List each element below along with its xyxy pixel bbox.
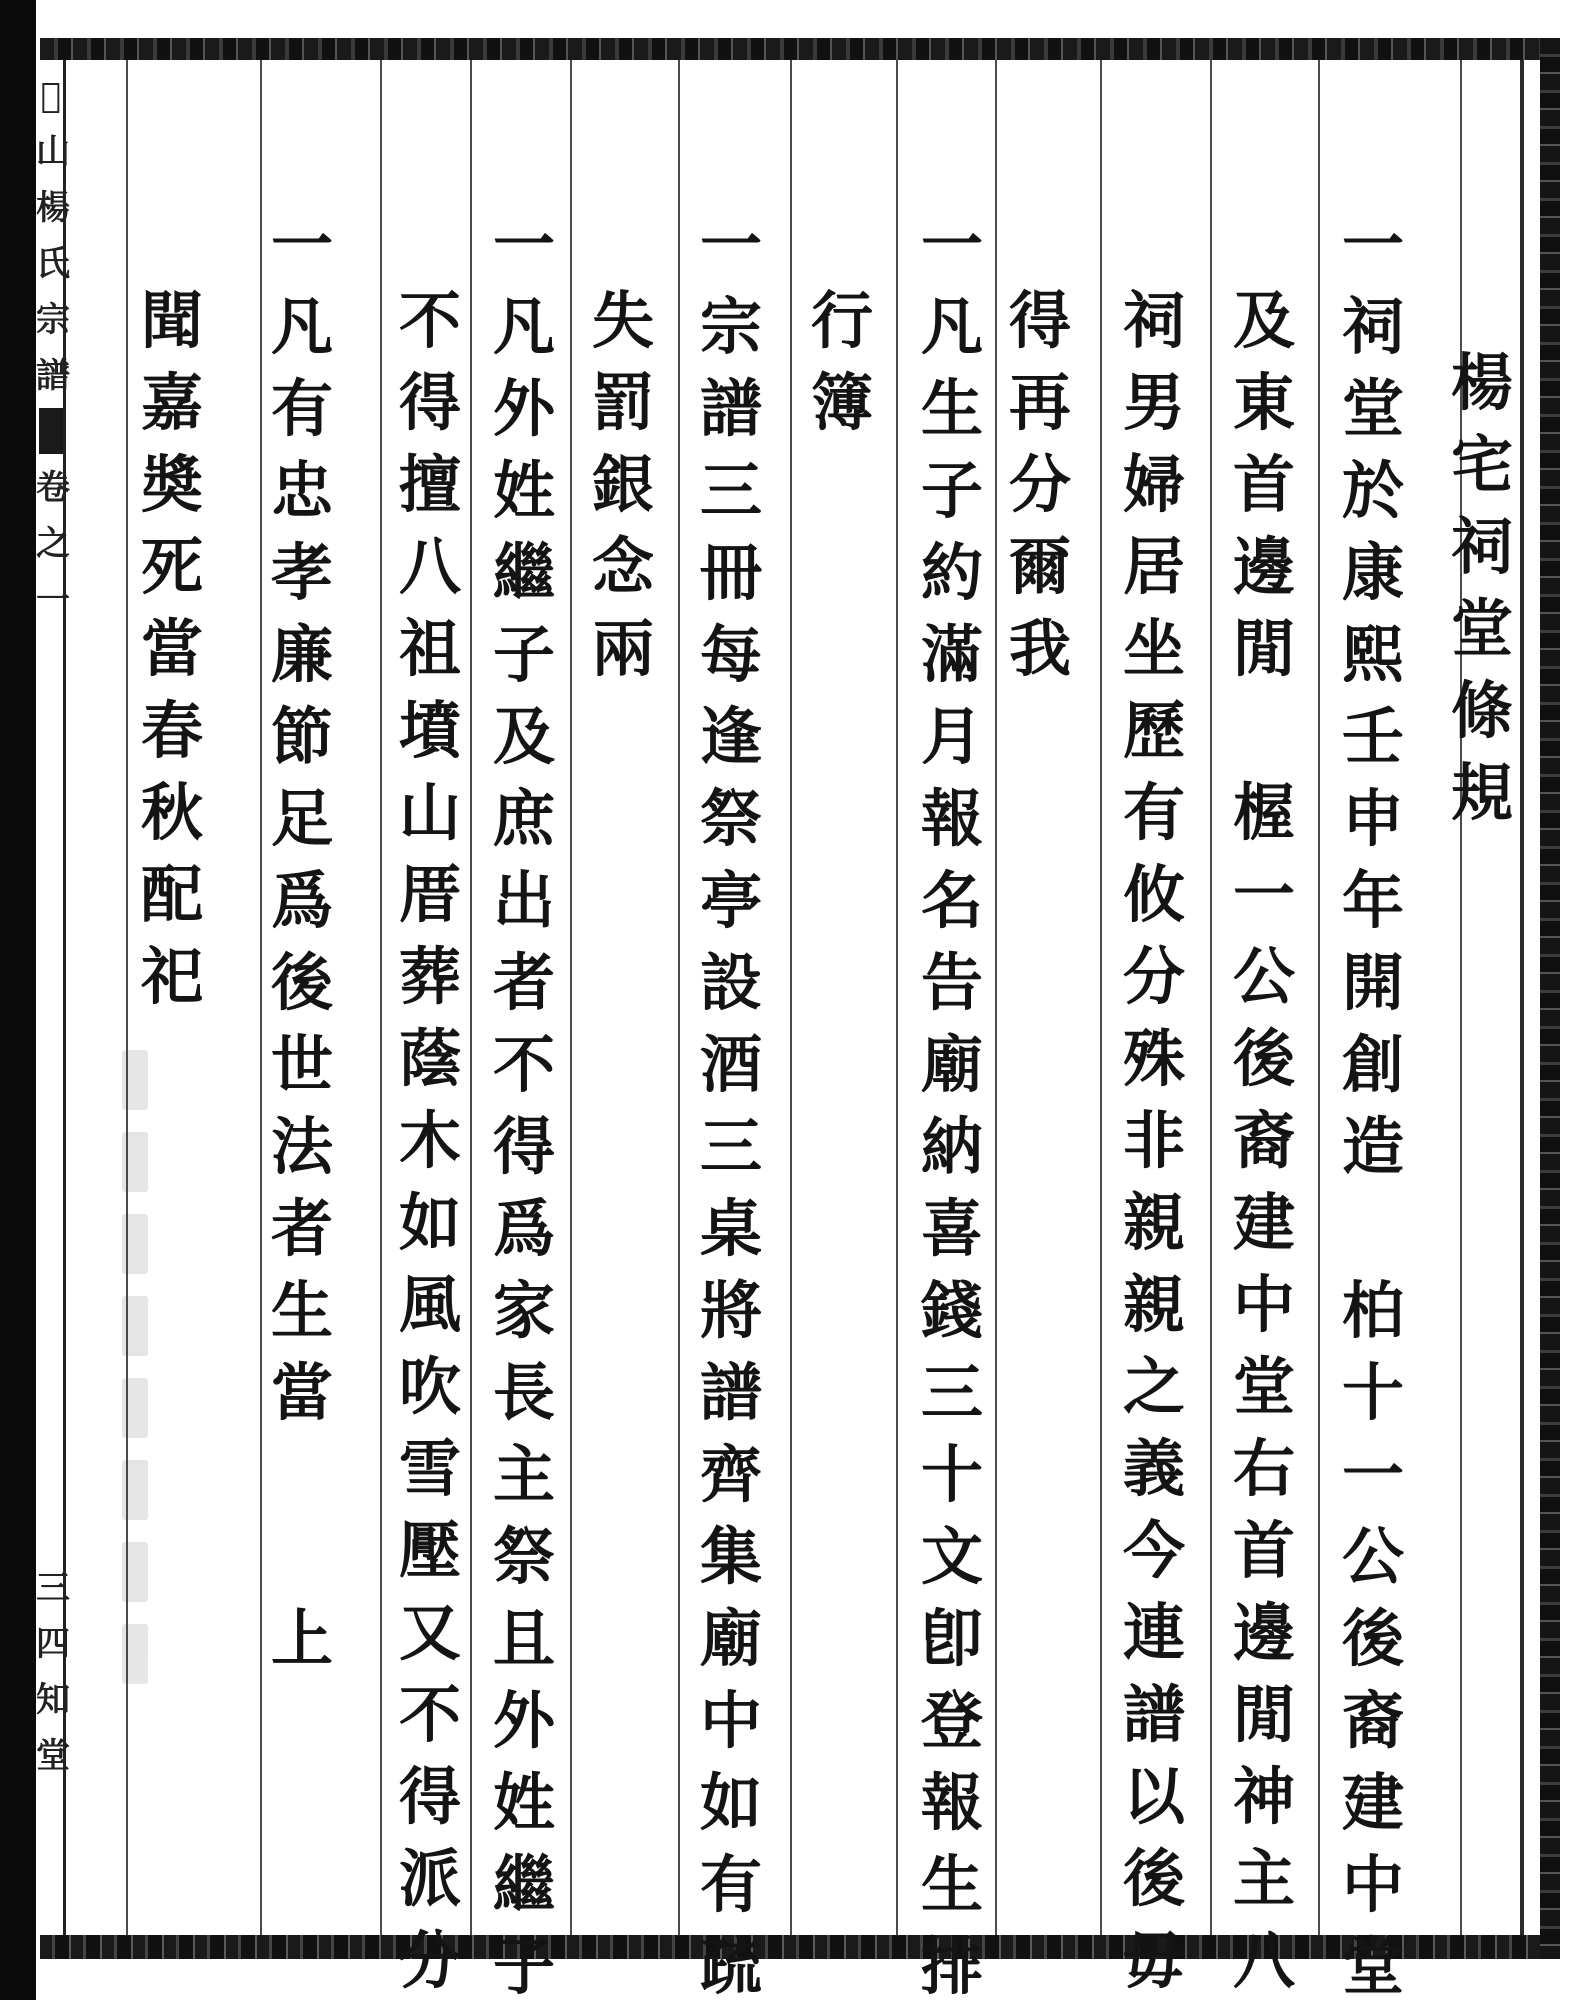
column-rule-line xyxy=(995,60,997,1935)
text-char: 聞 xyxy=(140,284,203,357)
text-char: 祠 xyxy=(1450,510,1513,583)
text-char: 報 xyxy=(920,782,983,855)
margin-char: 楊 xyxy=(36,188,70,228)
text-char: 約 xyxy=(920,536,983,609)
text-char: 建 xyxy=(1341,1766,1404,1839)
text-char: 不 xyxy=(398,284,461,357)
text-char: 再 xyxy=(1008,366,1071,439)
margin-char: 山 xyxy=(36,132,70,172)
text-char: 厝 xyxy=(398,858,461,931)
text-char: 且 xyxy=(492,1602,555,1675)
text-char: 攸 xyxy=(1122,858,1185,931)
text-char: 廟 xyxy=(920,1028,983,1101)
text-char: 死 xyxy=(140,530,203,603)
text-char: 姓 xyxy=(492,454,555,527)
text-char: 中 xyxy=(1341,1848,1404,1921)
text-char: 坐 xyxy=(1122,612,1185,685)
text-char: 條 xyxy=(1450,674,1513,747)
text-char: 登 xyxy=(920,1684,983,1757)
text-char: 裔 xyxy=(1232,1104,1295,1177)
column-rule-line xyxy=(570,60,572,1935)
text-char: 一 xyxy=(699,208,762,281)
text-char: 祠 xyxy=(1341,290,1404,363)
text-char: 康 xyxy=(1341,536,1404,609)
text-char: 兩 xyxy=(591,612,654,685)
text-char: 子 xyxy=(920,454,983,527)
text-char: 後 xyxy=(1122,1842,1185,1915)
margin-char: 三 xyxy=(36,1568,70,1608)
text-column-2 xyxy=(1231,280,1297,2002)
text-char: 生 xyxy=(270,1274,333,1347)
text-column-5 xyxy=(919,204,985,2008)
text-char: 首 xyxy=(1232,448,1295,521)
text-char: 簿 xyxy=(810,366,873,439)
margin-char: 卷 xyxy=(36,468,70,508)
text-char: 堂 xyxy=(1341,372,1404,445)
text-char: 有 xyxy=(270,372,333,445)
text-char: 家 xyxy=(492,1274,555,1347)
text-char: 爾 xyxy=(1008,530,1071,603)
text-char: 柏 xyxy=(1341,1274,1404,1347)
text-char: 邊 xyxy=(1232,1596,1295,1669)
text-char: 殊 xyxy=(1122,1022,1185,1095)
text-char: 譜 xyxy=(699,372,762,445)
text-char: 酒 xyxy=(699,1028,762,1101)
text-char: 後 xyxy=(1341,1602,1404,1675)
blank-space xyxy=(269,1434,335,1516)
text-char: 閒 xyxy=(1232,1678,1295,1751)
column-rule-line xyxy=(1100,60,1102,1935)
margin-char: 宗 xyxy=(36,300,70,340)
text-char: 壓 xyxy=(398,1514,461,1587)
text-char: 及 xyxy=(1232,284,1295,357)
text-char: 一 xyxy=(1341,1438,1404,1511)
text-char: 生 xyxy=(920,372,983,445)
text-char: 爲 xyxy=(270,864,333,937)
text-char: 一 xyxy=(492,208,555,281)
frame-right-border xyxy=(1540,38,1560,1959)
text-char: 足 xyxy=(270,782,333,855)
text-char: 十 xyxy=(1341,1356,1404,1429)
text-char: 廉 xyxy=(270,618,333,691)
margin-char: 𪫃 xyxy=(40,76,62,116)
text-char: 開 xyxy=(1341,946,1404,1019)
text-column-10 xyxy=(397,280,463,2002)
text-char: 忠 xyxy=(270,454,333,527)
column-rule-line xyxy=(790,60,792,1935)
text-char: 集 xyxy=(699,1520,762,1593)
text-char: 孝 xyxy=(270,536,333,609)
text-char: 爲 xyxy=(492,1192,555,1265)
margin-char: 堂 xyxy=(36,1736,70,1776)
text-char: 外 xyxy=(492,1684,555,1757)
text-column-12 xyxy=(139,280,205,1018)
text-column-7 xyxy=(698,204,764,2008)
text-char: 建 xyxy=(1232,1186,1295,1259)
text-char: 墳 xyxy=(398,694,461,767)
text-char: 堂 xyxy=(1341,1930,1404,2003)
text-char: 八 xyxy=(1232,1924,1295,1997)
text-char: 名 xyxy=(920,864,983,937)
text-char: 裔 xyxy=(1341,1684,1404,1757)
text-char: 親 xyxy=(1122,1268,1185,1341)
text-char: 錢 xyxy=(920,1274,983,1347)
text-char: 者 xyxy=(492,946,555,1019)
margin-char: 知 xyxy=(36,1680,70,1720)
text-char: 奬 xyxy=(140,448,203,521)
text-char: 之 xyxy=(1122,1350,1185,1423)
text-char: 銀 xyxy=(591,448,654,521)
text-char: 疏 xyxy=(699,1930,762,2003)
text-char: 外 xyxy=(492,372,555,445)
text-char: 子 xyxy=(492,618,555,691)
text-char: 蔭 xyxy=(398,1022,461,1095)
text-char: 以 xyxy=(1122,1760,1185,1833)
column-rule-line xyxy=(260,60,262,1935)
text-char: 得 xyxy=(492,1110,555,1183)
text-column-9 xyxy=(491,204,557,2008)
text-char: 公 xyxy=(1232,940,1295,1013)
text-char: 居 xyxy=(1122,530,1185,603)
text-char: 凡 xyxy=(270,290,333,363)
text-char: 將 xyxy=(699,1274,762,1347)
text-char: 宅 xyxy=(1450,428,1513,501)
text-char: 祠 xyxy=(1122,284,1185,357)
column-rule-line xyxy=(470,60,472,1935)
text-char: 念 xyxy=(591,530,654,603)
text-char: 熙 xyxy=(1341,618,1404,691)
text-column-3 xyxy=(1121,280,1187,2002)
text-char: 規 xyxy=(1450,756,1513,829)
text-char: 壬 xyxy=(1341,700,1404,773)
text-char: 月 xyxy=(920,700,983,773)
text-char: 一 xyxy=(270,208,333,281)
text-column-4 xyxy=(1007,280,1073,690)
text-char: 今 xyxy=(1122,1514,1185,1587)
text-char: 婦 xyxy=(1122,448,1185,521)
text-char: 罰 xyxy=(591,366,654,439)
text-char: 男 xyxy=(1122,366,1185,439)
text-char: 節 xyxy=(270,700,333,773)
text-char: 譜 xyxy=(1122,1678,1185,1751)
text-char: 行 xyxy=(810,284,873,357)
text-char: 吹 xyxy=(398,1350,461,1423)
fishtail-mark xyxy=(39,408,63,454)
text-char: 十 xyxy=(920,1438,983,1511)
text-char: 上 xyxy=(270,1602,333,1675)
text-column-6 xyxy=(809,280,875,444)
text-char: 譜 xyxy=(699,1356,762,1429)
blank-space xyxy=(1231,690,1297,772)
heading-column xyxy=(1449,342,1515,834)
text-column-11 xyxy=(269,204,335,1680)
text-char: 造 xyxy=(1341,1110,1404,1183)
text-char: 世 xyxy=(270,1028,333,1101)
text-char: 三 xyxy=(699,454,762,527)
text-char: 一 xyxy=(1341,208,1404,281)
text-char: 喜 xyxy=(920,1192,983,1265)
text-char: 告 xyxy=(920,946,983,1019)
text-char: 申 xyxy=(1341,782,1404,855)
text-char: 祖 xyxy=(398,612,461,685)
text-char: 祭 xyxy=(699,782,762,855)
text-char: 歷 xyxy=(1122,694,1185,767)
text-char: 廟 xyxy=(699,1602,762,1675)
text-char: 中 xyxy=(1232,1268,1295,1341)
margin-char: 之 xyxy=(36,524,70,564)
text-char: 擅 xyxy=(398,448,461,521)
text-char: 中 xyxy=(699,1684,762,1757)
text-char: 秋 xyxy=(140,776,203,849)
text-char: 又 xyxy=(398,1596,461,1669)
column-rule-line xyxy=(1210,60,1212,1935)
text-char: 有 xyxy=(1122,776,1185,849)
text-char: 有 xyxy=(699,1848,762,1921)
text-char: 者 xyxy=(270,1192,333,1265)
text-char: 楃 xyxy=(1232,776,1295,849)
text-char: 分 xyxy=(1008,448,1071,521)
text-char: 得 xyxy=(398,1760,461,1833)
text-char: 分 xyxy=(398,1924,461,1997)
text-char: 如 xyxy=(699,1766,762,1839)
column-rule-line xyxy=(896,60,898,1935)
text-char: 堂 xyxy=(1232,1350,1295,1423)
text-char: 冊 xyxy=(699,536,762,609)
text-char: 祭 xyxy=(492,1520,555,1593)
show-through-text xyxy=(120,1050,150,1706)
text-char: 庶 xyxy=(492,782,555,855)
text-char: 創 xyxy=(1341,1028,1404,1101)
text-char: 分 xyxy=(1122,940,1185,1013)
text-char: 及 xyxy=(492,700,555,773)
text-char: 當 xyxy=(270,1356,333,1429)
text-char: 配 xyxy=(140,858,203,931)
text-char: 凡 xyxy=(920,290,983,363)
margin-book-title xyxy=(36,68,70,628)
text-column-8 xyxy=(590,280,656,690)
text-char: 每 xyxy=(699,618,762,691)
frame-bottom-border xyxy=(40,1935,1560,1959)
text-char: 生 xyxy=(920,1848,983,1921)
text-char: 右 xyxy=(1232,1432,1295,1505)
margin-char: 譜 xyxy=(36,356,70,396)
text-char: 首 xyxy=(1232,1514,1295,1587)
text-char: 毋 xyxy=(1122,1924,1185,1997)
text-char: 出 xyxy=(492,864,555,937)
text-char: 不 xyxy=(492,1028,555,1101)
text-char: 滿 xyxy=(920,618,983,691)
margin-char: 氏 xyxy=(36,244,70,284)
text-char: 於 xyxy=(1341,454,1404,527)
blank-space xyxy=(269,1516,335,1598)
text-char: 邊 xyxy=(1232,530,1295,603)
text-char: 年 xyxy=(1341,864,1404,937)
text-char: 失 xyxy=(591,284,654,357)
margin-char: 一 xyxy=(36,580,70,620)
text-char: 三 xyxy=(920,1356,983,1429)
text-char: 神 xyxy=(1232,1760,1295,1833)
text-char: 文 xyxy=(920,1520,983,1593)
text-char: 八 xyxy=(398,530,461,603)
text-char: 設 xyxy=(699,946,762,1019)
text-char: 堂 xyxy=(1450,592,1513,665)
text-char: 後 xyxy=(1232,1022,1295,1095)
text-char: 亭 xyxy=(699,864,762,937)
text-char: 後 xyxy=(270,946,333,1019)
text-char: 木 xyxy=(398,1104,461,1177)
text-char: 宗 xyxy=(699,290,762,363)
text-char: 繼 xyxy=(492,536,555,609)
text-char: 卽 xyxy=(920,1602,983,1675)
text-char: 嘉 xyxy=(140,366,203,439)
column-rule-line xyxy=(678,60,680,1935)
text-char: 一 xyxy=(920,208,983,281)
text-char: 排 xyxy=(920,1930,983,2003)
text-char: 一 xyxy=(1232,858,1295,931)
text-char: 連 xyxy=(1122,1596,1185,1669)
text-char: 逢 xyxy=(699,700,762,773)
text-char: 公 xyxy=(1341,1520,1404,1593)
text-char: 我 xyxy=(1008,612,1071,685)
text-char: 楊 xyxy=(1450,346,1513,419)
column-rule-line xyxy=(380,60,382,1935)
text-char: 葬 xyxy=(398,940,461,1013)
text-char: 三 xyxy=(699,1110,762,1183)
text-char: 如 xyxy=(398,1186,461,1259)
text-char: 閒 xyxy=(1232,612,1295,685)
text-char: 報 xyxy=(920,1766,983,1839)
text-char: 雪 xyxy=(398,1432,461,1505)
text-char: 凡 xyxy=(492,290,555,363)
text-char: 姓 xyxy=(492,1766,555,1839)
text-char: 桌 xyxy=(699,1192,762,1265)
text-char: 非 xyxy=(1122,1104,1185,1177)
frame-right-inner-line xyxy=(1520,60,1524,1935)
frame-top-border xyxy=(40,38,1560,60)
text-char: 祀 xyxy=(140,940,203,1013)
text-char: 繼 xyxy=(492,1848,555,1921)
text-char: 親 xyxy=(1122,1186,1185,1259)
text-char: 義 xyxy=(1122,1432,1185,1505)
text-char: 納 xyxy=(920,1110,983,1183)
text-char: 得 xyxy=(398,366,461,439)
text-char: 風 xyxy=(398,1268,461,1341)
text-char: 春 xyxy=(140,694,203,767)
text-char: 長 xyxy=(492,1356,555,1429)
text-char: 不 xyxy=(398,1678,461,1751)
blank-space xyxy=(1340,1188,1406,1270)
text-char: 得 xyxy=(1008,284,1071,357)
margin-page-number xyxy=(34,1560,68,1784)
text-column-1 xyxy=(1340,204,1406,2008)
column-rule-line xyxy=(1318,60,1320,1935)
book-spine-shadow xyxy=(0,0,36,2000)
text-char: 東 xyxy=(1232,366,1295,439)
text-char: 主 xyxy=(492,1438,555,1511)
text-char: 當 xyxy=(140,612,203,685)
text-char: 派 xyxy=(398,1842,461,1915)
text-char: 主 xyxy=(1232,1842,1295,1915)
text-char: 山 xyxy=(398,776,461,849)
text-char: 子 xyxy=(492,1930,555,2003)
text-char: 齊 xyxy=(699,1438,762,1511)
margin-char: 四 xyxy=(36,1624,70,1664)
text-char: 法 xyxy=(270,1110,333,1183)
